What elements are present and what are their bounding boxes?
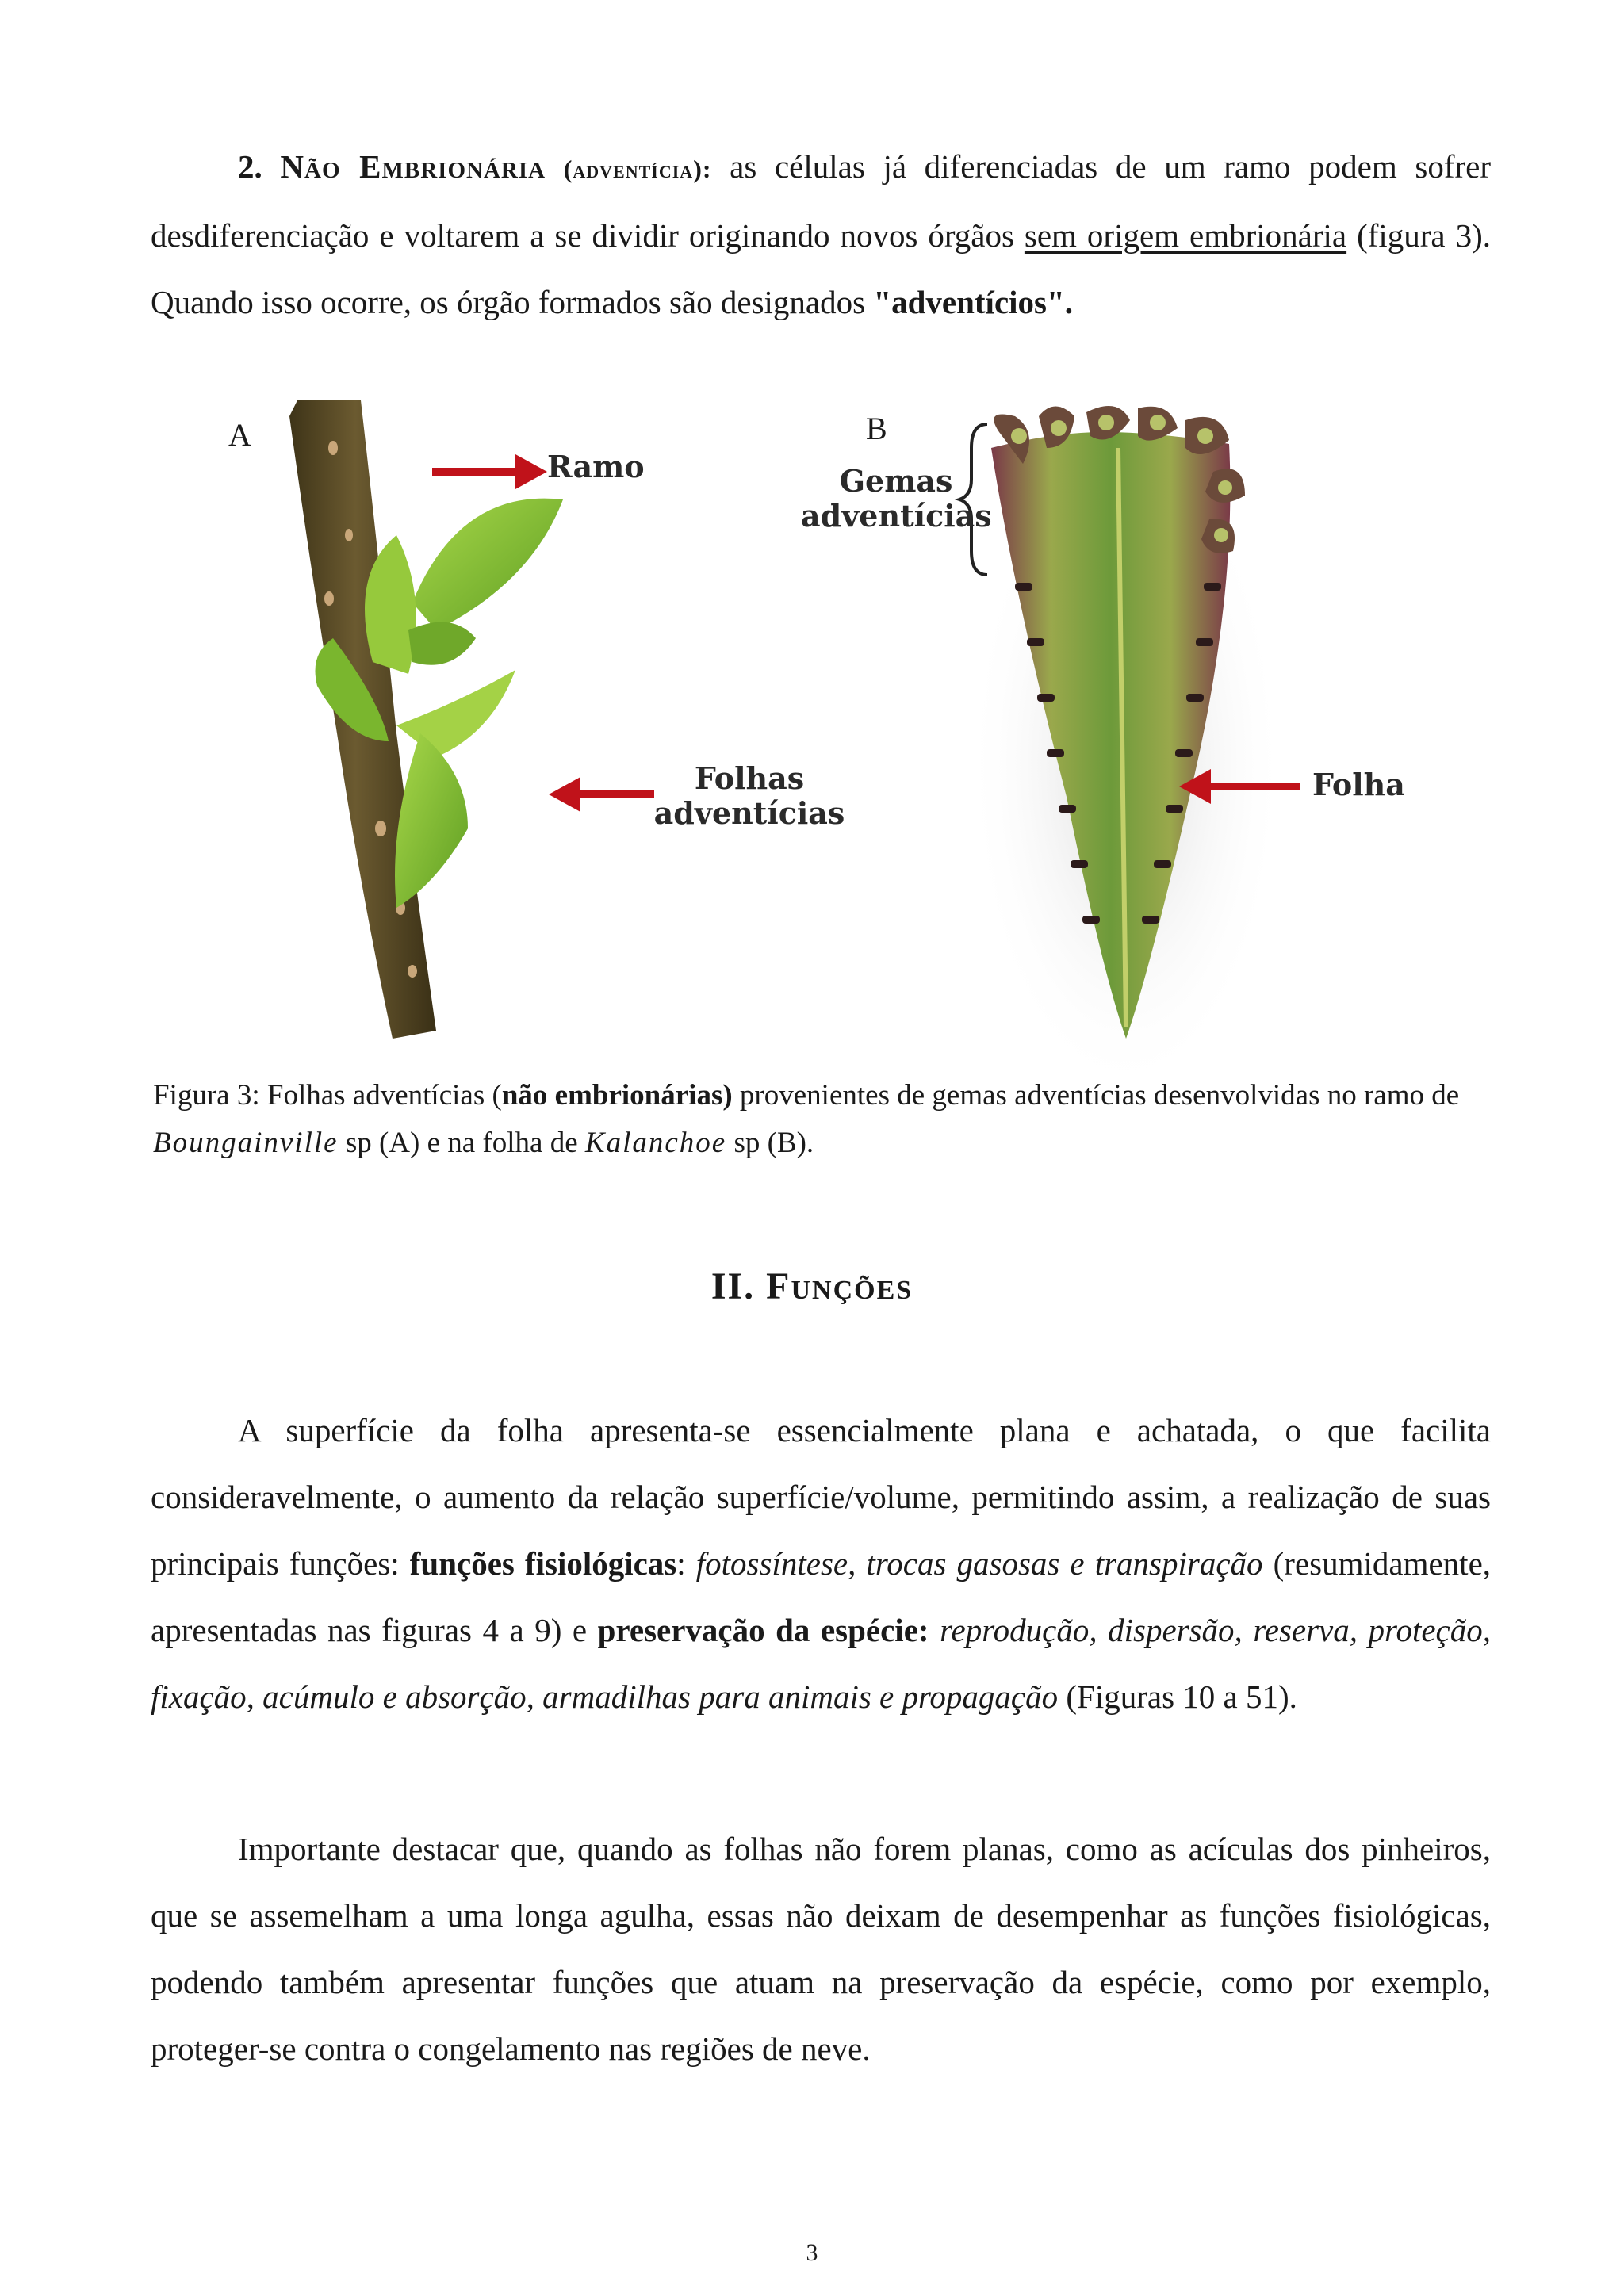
- label-folhas-line-2: adventícias: [653, 795, 845, 831]
- label-ramo: Ramo: [547, 449, 645, 484]
- figure-label-a: A: [228, 417, 251, 453]
- label-gemas-adventicias: [801, 464, 991, 534]
- p1-bold-1: funções fisiológicas: [409, 1545, 677, 1582]
- figure-label-b: B: [866, 411, 887, 446]
- caption-prefix: Figura 3: Folhas adventícias (: [153, 1079, 502, 1112]
- section-subtitle: (adventícia):: [563, 155, 712, 183]
- label-gemas-line-1: Gemas: [839, 463, 953, 499]
- panel-b-kalanchoe-photo: [959, 406, 1285, 1070]
- label-gemas-line-2: adventícias: [801, 498, 992, 534]
- p1-text-3: (resumidamente, apresentadas nas figuras 4 a 9) e: [151, 1545, 1492, 1648]
- figure-3: [198, 400, 1435, 1070]
- section-text-1: as células já diferenciadas de um ramo podem sofrer desdiferenciação e voltarem a se dividir originando novos órgãos: [151, 148, 1492, 254]
- caption-genus-b: Kalanchoe: [584, 1127, 727, 1159]
- section-title: Não Embrionária: [280, 148, 546, 185]
- section-bold-end: "adventícios".: [873, 284, 1074, 320]
- label-folhas-line-1: Folhas: [694, 760, 805, 796]
- caption-sp-a: sp (A) e na folha de: [338, 1127, 585, 1159]
- arrow-folhas-adventicias: [549, 777, 654, 812]
- p1-text-1: A superfície da folha apresenta-se essencialmente plana e achatada, o que facilita consideravelmente, o aumento da relação superfície/volume, permitindo assim, a realização de suas principais funções:: [151, 1412, 1491, 1582]
- caption-sp-b: sp (B).: [726, 1127, 814, 1159]
- functions-paragraph-1: [151, 1397, 1491, 1730]
- functions-paragraph-2: [151, 1816, 1491, 2082]
- caption-bold: não embrionárias): [501, 1079, 733, 1112]
- panel-a-branch-photo: [289, 400, 563, 1039]
- p2-text: Importante destacar que, quando as folhas não forem planas, como as acículas dos pinheiros, que se assemelham a uma longa agulha, essas não deixam de desempenhar as funções fisiológicas, podendo também apresentar funções que atuam na preservação da espécie, como por exemplo, proteger-se contra o congelamento nas regiões de neve.: [151, 1831, 1491, 2067]
- p1-text-4: [929, 1612, 940, 1648]
- p1-bold-2: preservação da espécie:: [597, 1612, 929, 1648]
- section-heading: II. Funções: [710, 1265, 914, 1307]
- p1-italic-1: fotossíntese, trocas gasosas e transpiração: [695, 1545, 1263, 1582]
- p1-text-2: :: [676, 1545, 696, 1582]
- section-text-2: (figura 3). Quando isso ocorre, os órgão formados são designados: [151, 217, 1491, 320]
- p1-text-5: (Figuras 10 a 51).: [1058, 1678, 1297, 1715]
- arrow-ramo: [432, 454, 547, 489]
- section-underlined: sem origem embrionária: [1024, 217, 1347, 254]
- p1-italic-2: reprodução, dispersão, reserva, proteção, fixação, acúmulo e absorção, armadilhas para animais e propagação: [151, 1612, 1491, 1715]
- section-number: 2.: [238, 148, 262, 185]
- caption-genus-a: Boungainville: [153, 1127, 339, 1159]
- section-2-paragraph: [151, 133, 1491, 335]
- caption-middle: provenientes de gemas adventícias desenvolvidas no ramo de: [732, 1079, 1460, 1112]
- figure-3-caption: [153, 1072, 1485, 1167]
- label-folhas-adventicias: [646, 761, 852, 831]
- label-folha: Folha: [1312, 767, 1405, 802]
- page-number: 3: [806, 2240, 818, 2266]
